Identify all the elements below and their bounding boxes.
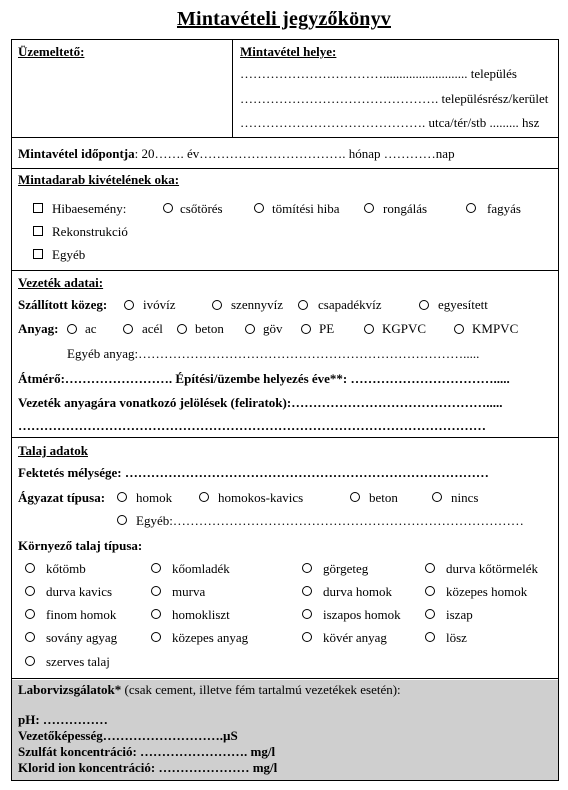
lean-clay-label: sovány agyag [46, 630, 118, 645]
drinking-water-label: ivóvíz [143, 297, 176, 312]
reason-label: Mintadarab kivételének oka: [18, 172, 180, 187]
kmpvc-label: KMPVC [472, 321, 519, 336]
radio-none[interactable] [432, 492, 442, 502]
radio-silty-sand[interactable] [302, 609, 312, 619]
sewage-label: szennyvíz [231, 297, 283, 312]
coarse-rubble-label: durva kőtörmelék [446, 561, 539, 576]
section-line-2 [11, 168, 559, 169]
operator-label: Üzemeltető: [18, 44, 85, 59]
organic-soil-label: szerves talaj [46, 654, 110, 669]
sulfate-field[interactable]: Szulfát koncentráció: ……………………. mg/l [18, 744, 276, 759]
radio-pipe-burst[interactable] [163, 203, 173, 213]
page-title: Mintavételi jegyzőkönyv [176, 8, 391, 30]
frame-bottom [11, 780, 559, 781]
radio-gov[interactable] [245, 324, 255, 334]
frame-top [11, 39, 559, 40]
ac-label: ac [85, 321, 97, 336]
radio-pe[interactable] [301, 324, 311, 334]
other-reason-checkbox[interactable] [33, 249, 43, 259]
site-street-field[interactable]: ……………………………………. utca/tér/stb ......... hsz [240, 115, 540, 130]
ph-field[interactable]: pH: …………… [18, 712, 108, 727]
concrete-label: beton [195, 321, 224, 336]
sampling-time-field[interactable]: : 20……. év……………………………. hónap …………nap [134, 146, 455, 161]
material-label: Anyag: [18, 321, 59, 336]
failure-checkbox[interactable] [33, 203, 43, 213]
pipe-burst-label: csőtörés [180, 201, 223, 216]
radio-combined[interactable] [419, 300, 429, 310]
radio-stormwater[interactable] [298, 300, 308, 310]
sand-label: homok [136, 490, 173, 505]
medium-clay-label: közepes anyag [172, 630, 249, 645]
other-reason-label: Egyéb [52, 247, 86, 262]
radio-vandalism[interactable] [364, 203, 374, 213]
kgpvc-label: KGPVC [382, 321, 427, 336]
radio-coarse-sand[interactable] [302, 586, 312, 596]
radio-organic-soil[interactable] [25, 656, 35, 666]
diameter-year-field[interactable]: ……………………. Építési/üzembe helyezés éve**: ……………………………..... [64, 371, 510, 386]
sampling-time-label: Mintavétel időpontja [18, 146, 135, 161]
lab-label: Laborvizsgálatok* [18, 682, 122, 697]
radio-boulder[interactable] [302, 563, 312, 573]
section-line-1 [11, 137, 559, 138]
section-line-3 [11, 270, 559, 271]
frame-left [11, 39, 12, 781]
loess-label: lösz [446, 630, 467, 645]
radio-sewage[interactable] [212, 300, 222, 310]
frame-right [558, 39, 559, 781]
fat-clay-label: kövér anyag [323, 630, 387, 645]
stormwater-label: csapadékvíz [318, 297, 382, 312]
depth-field[interactable]: Fektetés mélysége: ………………………………………………………………………… [18, 465, 489, 480]
markings-label: Vezeték anyagára vonatkozó jelölések (feliratok): [18, 395, 292, 410]
bedding-label: Ágyazat típusa: [18, 490, 106, 505]
markings-field[interactable]: ………………………………………..... [291, 395, 503, 410]
frost-label: fagyás [487, 201, 521, 216]
coarse-sand-label: durva homok [323, 584, 392, 599]
radio-sand[interactable] [117, 492, 127, 502]
radio-fine-sand[interactable] [25, 609, 35, 619]
site-settlement-field[interactable]: …………………………….......................... település [240, 66, 517, 81]
murva-label: murva [172, 584, 206, 599]
steel-label: acél [142, 321, 163, 336]
site-district-field[interactable]: ………………………………………. településrész/kerület [240, 91, 549, 106]
radio-rockfall[interactable] [151, 563, 161, 573]
seal-failure-label: tömítési hiba [272, 201, 340, 216]
chloride-field[interactable]: Klorid ion koncentráció: ………………… mg/l [18, 760, 278, 775]
sandy-gravel-label: homokos-kavics [218, 490, 304, 505]
radio-bedding-other[interactable] [117, 515, 127, 525]
markings-field-line2[interactable]: ……………………………………………………………………………………………… [18, 418, 486, 433]
radio-rock-block[interactable] [25, 563, 35, 573]
conductivity-field[interactable]: Vezetőképesség……………………….µS [18, 728, 238, 743]
other-material-field[interactable]: Egyéb anyag:…………………………………………………………………..... [67, 346, 480, 361]
silty-sand-label: iszapos homok [323, 607, 401, 622]
sand-flour-label: homokliszt [172, 607, 230, 622]
reconstruction-label: Rekonstrukció [52, 224, 128, 239]
silt-label: iszap [446, 607, 473, 622]
reconstruction-checkbox[interactable] [33, 226, 43, 236]
site-label: Mintavétel helye: [240, 44, 337, 59]
combined-label: egyesített [438, 297, 488, 312]
radio-loess[interactable] [425, 632, 435, 642]
radio-concrete[interactable] [177, 324, 187, 334]
radio-medium-clay[interactable] [151, 632, 161, 642]
soil-data-label: Talaj adatok [18, 443, 88, 458]
radio-bedding-concrete[interactable] [350, 492, 360, 502]
radio-sand-flour[interactable] [151, 609, 161, 619]
vandalism-label: rongálás [383, 201, 428, 216]
header-divider [232, 39, 233, 137]
diameter-label: Átmérő: [18, 371, 65, 386]
radio-murva[interactable] [151, 586, 161, 596]
boulder-label: görgeteg [323, 561, 369, 576]
rockfall-label: kőomladék [172, 561, 230, 576]
radio-steel[interactable] [123, 324, 133, 334]
coarse-gravel-label: durva kavics [46, 584, 113, 599]
radio-kgpvc[interactable] [364, 324, 374, 334]
none-label: nincs [451, 490, 479, 505]
radio-coarse-rubble[interactable] [425, 563, 435, 573]
surrounding-soil-label: Környező talaj típusa: [18, 538, 143, 553]
radio-frost[interactable] [466, 203, 476, 213]
sampling-time-row[interactable] [18, 146, 455, 162]
radio-seal-failure[interactable] [254, 203, 264, 213]
radio-lean-clay[interactable] [25, 632, 35, 642]
lab-note: (csak cement, illetve fém tartalmú vezetékek esetén): [121, 682, 401, 697]
bedding-concrete-label: beton [369, 490, 398, 505]
section-line-5 [11, 678, 559, 679]
medium-label: Szállított közeg: [18, 297, 108, 312]
gov-label: göv [263, 321, 283, 336]
fine-sand-label: finom homok [46, 607, 117, 622]
radio-medium-sand[interactable] [425, 586, 435, 596]
radio-coarse-gravel[interactable] [25, 586, 35, 596]
radio-kmpvc[interactable] [454, 324, 464, 334]
pe-label: PE [319, 321, 335, 336]
medium-sand-label: közepes homok [446, 584, 528, 599]
radio-fat-clay[interactable] [302, 632, 312, 642]
diameter-row[interactable] [18, 371, 510, 387]
pipe-data-label: Vezeték adatai: [18, 275, 104, 290]
rock-block-label: kőtömb [46, 561, 86, 576]
failure-label: Hibaesemény: [52, 201, 127, 216]
markings-row[interactable] [18, 395, 502, 411]
radio-ac[interactable] [67, 324, 77, 334]
radio-drinking-water[interactable] [124, 300, 134, 310]
radio-sandy-gravel[interactable] [199, 492, 209, 502]
radio-silt[interactable] [425, 609, 435, 619]
lab-heading [18, 682, 401, 698]
section-line-4 [11, 437, 559, 438]
bedding-other-field[interactable]: Egyéb:……………………………………………………………………… [136, 513, 524, 528]
